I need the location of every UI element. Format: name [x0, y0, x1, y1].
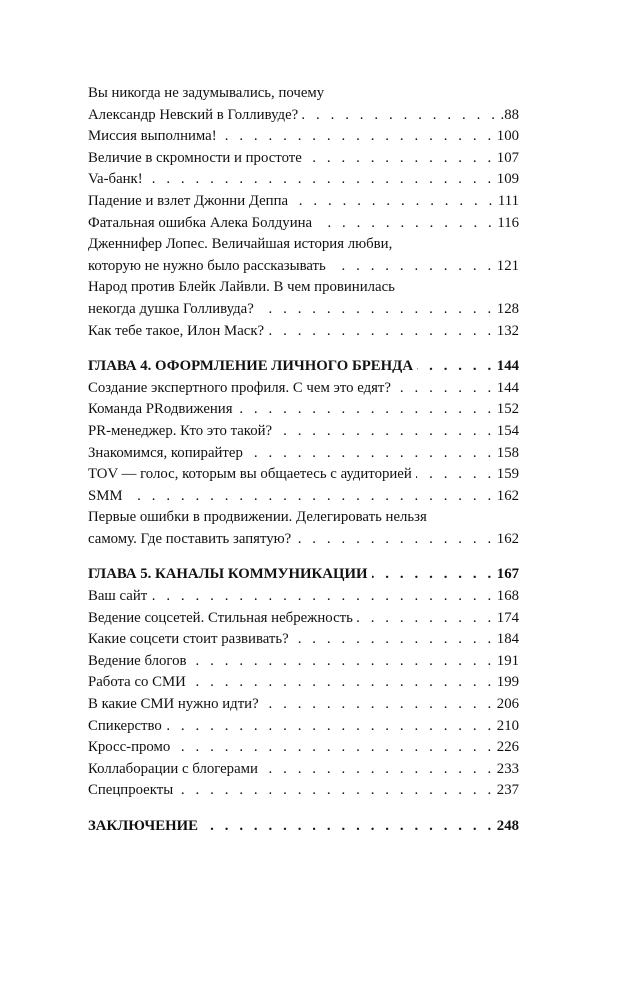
toc-entry: [88, 105, 519, 127]
page-number: 100: [496, 128, 519, 145]
toc-entry-title: Ваш сайт: [88, 588, 148, 605]
page-number: 159: [496, 466, 519, 483]
dot-leader: [190, 651, 494, 673]
toc-entry: [88, 464, 519, 486]
toc-entry-title: TOV — голос, которым вы общаетесь с аудиторией: [88, 466, 412, 483]
chapter-heading: [88, 816, 519, 838]
toc-entry: [88, 651, 519, 673]
section-gap: [88, 802, 519, 816]
dot-leader: [237, 399, 495, 421]
page-number: 210: [496, 717, 519, 734]
dot-leader: [190, 672, 495, 694]
toc-entry-first-line: [88, 83, 519, 105]
toc-entry: [88, 443, 519, 465]
toc-entry-title: самому. Где поставить запятую?: [88, 530, 292, 547]
dot-leader: [263, 694, 495, 716]
dot-leader: [417, 356, 495, 378]
toc-entry: [88, 716, 519, 738]
dot-leader: [416, 464, 495, 486]
toc-entry-title: ГЛАВА 5. КАНАЛЫ КОММУНИКАЦИИ: [88, 566, 368, 583]
dot-leader: [276, 421, 495, 443]
toc-entry-title: Фатальная ошибка Алека Болдуина: [88, 214, 313, 231]
dot-leader: [268, 321, 495, 343]
toc-entry-title: Дженнифер Лопес. Величайшая история любви,: [88, 236, 393, 253]
toc-entry-title: которую не нужно было рассказывать: [88, 257, 326, 274]
toc-entry: [88, 378, 519, 400]
toc-entry-title: Спецпроекты: [88, 782, 174, 799]
toc-entry-title: Кросс-промо: [88, 739, 171, 756]
dot-leader: [127, 486, 495, 508]
dot-leader: [372, 564, 495, 586]
page-number: 174: [496, 609, 519, 626]
toc-entry: [88, 213, 519, 235]
toc-entry: [88, 608, 519, 630]
toc-entry-first-line: [88, 234, 519, 256]
page-number: 206: [496, 696, 519, 713]
toc-entry-title: Какие соцсети стоит развивать?: [88, 631, 289, 648]
toc-entry-title: Ведение соцсетей. Стильная небрежность: [88, 609, 353, 626]
toc-entry-title: Первые ошибки в продвижении. Делегировать нельзя: [88, 509, 427, 526]
dot-leader: [174, 737, 495, 759]
toc-entry-title: Народ против Блейк Лайвли. В чем провинилась: [88, 279, 395, 296]
dot-leader: [177, 780, 495, 802]
toc-entry-title: Работа со СМИ: [88, 674, 186, 691]
toc-entry-title: Александр Невский в Голливуде?: [88, 106, 299, 123]
page-number: 191: [496, 652, 519, 669]
page-number: 109: [496, 171, 519, 188]
toc-entry-title: В какие СМИ нужно идти?: [88, 696, 259, 713]
toc-entry-title: SMM: [88, 487, 123, 504]
page-number: 233: [496, 760, 519, 777]
toc-entry: [88, 586, 519, 608]
dot-leader: [202, 816, 495, 838]
page-number: 116: [497, 214, 519, 231]
toc-entry: [88, 126, 519, 148]
dot-leader: [247, 443, 495, 465]
page-number: 158: [496, 444, 519, 461]
toc-entry-title: Ведение блогов: [88, 652, 187, 669]
dot-leader: [258, 299, 495, 321]
toc-entry-first-line: [88, 507, 519, 529]
dot-leader: [166, 716, 495, 738]
dot-leader: [295, 529, 495, 551]
toc-entry-title: Спикерство: [88, 717, 162, 734]
toc-entry: [88, 399, 519, 421]
toc-entry-title: Миссия выполнима!: [88, 128, 217, 145]
page-number: 132: [496, 322, 519, 339]
toc-entry: [88, 694, 519, 716]
page-number: .88: [500, 106, 519, 123]
toc-entry: [88, 191, 519, 213]
page-number: 107: [496, 149, 519, 166]
dot-leader: [330, 256, 495, 278]
page-number: 144: [496, 358, 519, 375]
page-number: 226: [496, 739, 519, 756]
toc-entry: [88, 672, 519, 694]
page-number: 168: [496, 588, 519, 605]
page-number: 199: [496, 674, 519, 691]
toc-entry-first-line: [88, 277, 519, 299]
chapter-heading: [88, 356, 519, 378]
toc-entry: [88, 169, 519, 191]
dot-leader: [293, 629, 495, 651]
toc-entry-title: Va-банк!: [88, 171, 143, 188]
dot-leader: [395, 378, 495, 400]
toc-entry-title: ЗАКЛЮЧЕНИЕ: [88, 818, 198, 834]
page-number: 162: [496, 487, 519, 504]
toc-entry-title: Как тебе такое, Илон Маск?: [88, 322, 265, 339]
toc-entry: [88, 148, 519, 170]
toc-entry: [88, 321, 519, 343]
toc-entry: [88, 780, 519, 802]
dot-leader: [292, 191, 496, 213]
toc-entry-title: Коллаборации с блогерами: [88, 760, 258, 777]
dot-leader: [147, 169, 495, 191]
toc-entry-title: Вы никогда не задумывались, почему: [88, 85, 325, 101]
dot-leader: [357, 608, 495, 630]
page-number: 152: [496, 401, 519, 418]
toc-entry: [88, 256, 519, 278]
page-number: 248: [496, 818, 519, 834]
dot-leader: [302, 105, 498, 127]
page-number: 162: [496, 530, 519, 547]
toc-entry: [88, 421, 519, 443]
toc-entry-title: PR-менеджер. Кто это такой?: [88, 422, 273, 439]
toc-entry-title: Падение и взлет Джонни Деппа: [88, 192, 289, 209]
page-number: 111: [497, 192, 519, 209]
toc-entry: [88, 529, 519, 551]
toc-entry: [88, 629, 519, 651]
page-number: 167: [496, 566, 519, 583]
toc-entry-title: некогда душка Голливуда?: [88, 300, 254, 317]
chapter-heading: [88, 564, 519, 586]
table-of-contents: [88, 83, 519, 838]
page-number: 144: [496, 379, 519, 396]
page-number: 121: [496, 257, 519, 274]
toc-entry: [88, 486, 519, 508]
dot-leader: [151, 586, 495, 608]
dot-leader: [221, 126, 495, 148]
section-gap: [88, 550, 519, 564]
toc-entry: [88, 759, 519, 781]
dot-leader: [262, 759, 495, 781]
page-number: 184: [496, 631, 519, 648]
page-number: 237: [496, 782, 519, 799]
toc-entry: [88, 299, 519, 321]
toc-entry: [88, 737, 519, 759]
page-number: 128: [496, 300, 519, 317]
dot-leader: [316, 213, 495, 235]
toc-entry-title: ГЛАВА 4. ОФОРМЛЕНИЕ ЛИЧНОГО БРЕНДА: [88, 358, 414, 375]
page-number: 154: [496, 422, 519, 439]
toc-entry-title: Создание экспертного профиля. С чем это едят?: [88, 379, 391, 396]
toc-entry-title: Величие в скромности и простоте: [88, 149, 302, 166]
dot-leader: [306, 148, 495, 170]
toc-entry-title: Знакомимся, копирайтер: [88, 444, 243, 461]
toc-entry-title: Команда PRодвижения: [88, 401, 233, 418]
section-gap: [88, 342, 519, 356]
